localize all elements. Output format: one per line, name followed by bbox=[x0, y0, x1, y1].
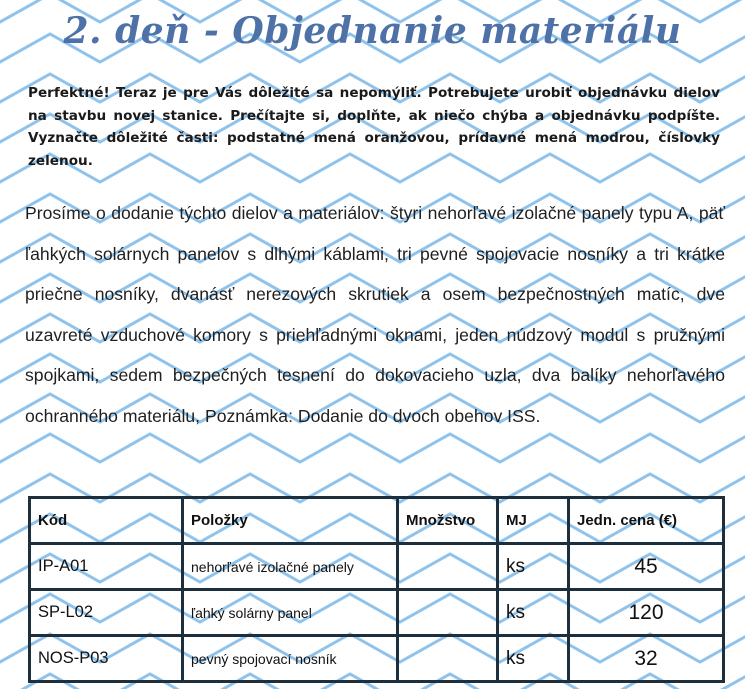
cell-unit-price: 45 bbox=[569, 544, 724, 590]
header-item: Položky bbox=[183, 498, 398, 544]
zigzag-line bbox=[0, 434, 745, 462]
cell-code: IP-A01 bbox=[30, 544, 183, 590]
header-code: Kód bbox=[30, 498, 183, 544]
order-text: Prosíme o dodanie týchto dielov a materiálov: štyri nehorľavé izolačné panely typu A, päť ľahkých solárnych panelov s dlhými káblami, tri pevné spojovacie nosníky a tri krátke priečne nosníky, dvanásť nerezových skrutiek a osem bezpečnostných matíc, dve uzavreté vzduchové komory s priehľadnými oknami, jeden núdzový modul s pružnými spojkami, sedem bezpečných tesnení do dokovacieho uzla, dva balíky nehorľavého ochranného materiálu, Poznámka: Dodanie do dvoch obehov ISS. bbox=[25, 203, 725, 426]
cell-quantity[interactable] bbox=[398, 636, 498, 682]
header-unit: MJ bbox=[498, 498, 569, 544]
cell-quantity[interactable] bbox=[398, 590, 498, 636]
cell-code: SP-L02 bbox=[30, 590, 183, 636]
cell-unit-price: 32 bbox=[569, 636, 724, 682]
header-quantity: Množstvo bbox=[398, 498, 498, 544]
table-header-row bbox=[30, 498, 724, 544]
cell-unit: ks bbox=[498, 590, 569, 636]
order-table bbox=[28, 496, 725, 683]
header-unit-price: Jedn. cena (€) bbox=[569, 498, 724, 544]
table-row bbox=[30, 590, 724, 636]
cell-unit: ks bbox=[498, 636, 569, 682]
cell-quantity[interactable] bbox=[398, 544, 498, 590]
cell-code: NOS-P03 bbox=[30, 636, 183, 682]
cell-item: nehorľavé izolačné panely bbox=[183, 544, 398, 590]
order-table-container bbox=[28, 496, 722, 683]
cell-unit-price: 120 bbox=[569, 590, 724, 636]
table-row bbox=[30, 636, 724, 682]
table-row bbox=[30, 544, 724, 590]
cell-unit: ks bbox=[498, 544, 569, 590]
cell-item: ľahký solárny panel bbox=[183, 590, 398, 636]
cell-item: pevný spojovací nosník bbox=[183, 636, 398, 682]
instructions-text: Perfektné! Teraz je pre Vás dôležité sa nepomýliť. Potrebujete urobiť objednávku dielov na stavbu novej stanice. Prečítajte si, doplňte, ak niečo chýba a objednávku podpíšte. Vyznačte dôležité časti: podstatné mená oranžovou, prídavné mená modrou, číslovky zelenou. bbox=[28, 85, 720, 169]
page-title: 2. deň - Objednanie materiálu bbox=[63, 10, 682, 52]
